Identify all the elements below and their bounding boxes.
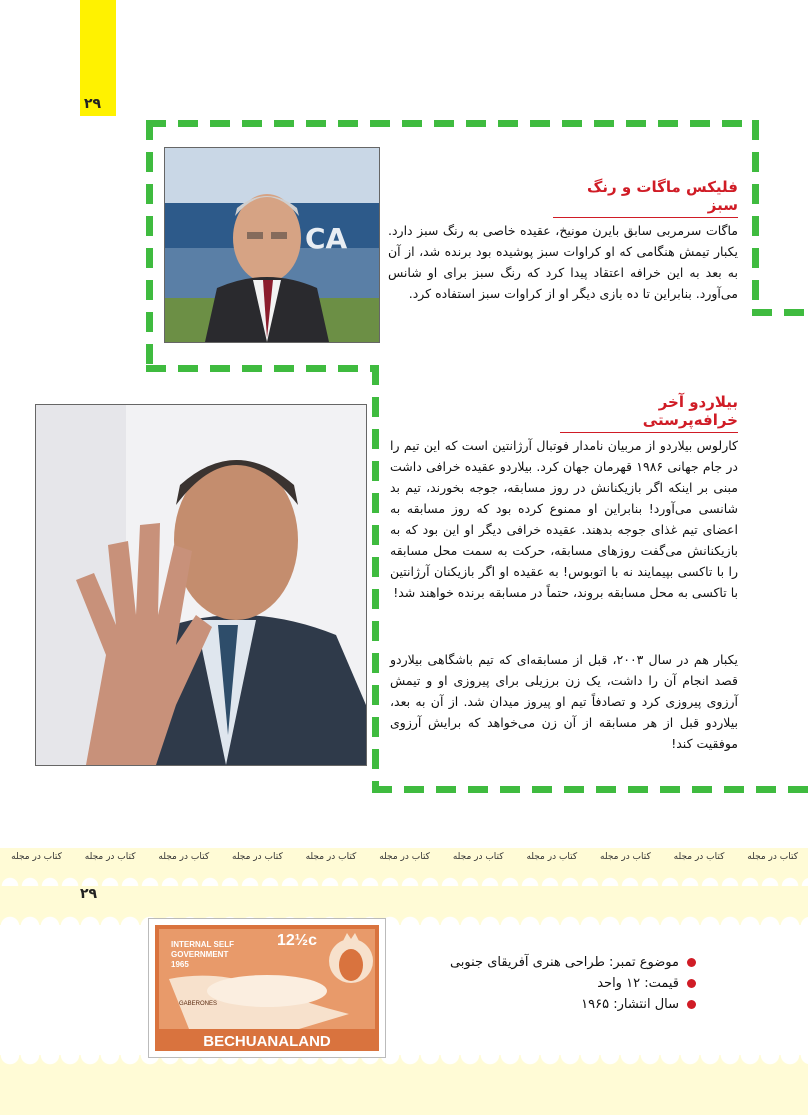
frame2-bottom-border [372,786,808,793]
footer-bottom-wave [0,1055,808,1069]
frame1-bottom-border [146,365,378,372]
footer-ticker [0,852,808,872]
ticker-item: کتاب در مجله [747,852,798,862]
magath-photo [164,147,380,343]
article2-title: بیلاردو آخر خرافه‌پرستی [560,393,738,433]
stamp-place: GABERONES [179,1001,218,1007]
frame1-right-tail [752,309,808,316]
ticker-item: کتاب در مجله [379,852,430,862]
footer-mid-wave [0,912,808,926]
svg-text:1965: 1965 [171,960,189,969]
stamp-info-item: سال انتشار: ۱۹۶۵ [396,994,696,1015]
article2-paragraph2: یکبار هم در سال ۲۰۰۳، قبل از مسابقه‌ای که تیم باشگاهی بیلاردو قصد انجام آن را داشت، یک زن برزیلی برای پیروزی او و تیمش آرزوی پیروزی کرد و تصادفاً تیم او پیروز میدان شد. از آن به بعد، بیلاردو قبل از هر مسابقه از آن زن می‌خواهد که برایش آرزوی موفقیت کند! [390,652,738,751]
stamp-country: BECHUANALAND [203,1033,331,1050]
stamp-value: 12½c [277,932,318,949]
bilardo-photo [35,404,367,766]
bullet-icon [687,979,696,988]
frame1-right-border [752,120,759,315]
article1-text: ماگات سرمربی سابق بایرن مونیخ، عقیده خاصی به رنگ سبز دارد. یکبار تیمش هنگامی که او کراوات سبز پوشیده بود برنده شد، از آن به بعد به این خرافه اعتقاد پیدا کرد که رنگ سبز برای او شانس می‌آورد. بنابراین تا ده بازی دیگر او از کراوات سبز استفاده کرد. [388,223,738,301]
frame1-left-border [146,120,153,370]
ticker-item: کتاب در مجله [673,852,725,862]
stamp-text-internal: INTERNAL SELF [171,940,234,949]
ticker-item: کتاب در مجله [452,852,504,862]
svg-text:CA: CA [305,222,348,255]
footer-top-wave [0,872,808,886]
ticker-item: کتاب در مجله [84,852,136,862]
frame1-top-border [146,120,756,127]
bullet-icon [687,958,696,967]
page-number: ۲۹ [84,96,102,112]
svg-text:GOVERNMENT: GOVERNMENT [171,950,229,959]
stamp-info-list [396,952,696,1015]
article2-paragraph1: کارلوس بیلاردو از مربیان نامدار فوتبال آرژانتین است که این تیم را در جام جهانی ۱۹۸۶ قهرمان جهان کرد. بیلاردو عقیده خرافی داشت مبنی بر اینکه اگر بازیکنانش در روز مسابقه، جوجه بخورند، تیم بد شانسی می‌آورد! بنابراین او ممنوع کرده بود که روز مسابقه به اعضای تیم غذای جوجه بدهند. عقیده خرافی دیگر او این بود که به بازیکنانش می‌گفت روزهای مسابقه، حرکت به سمت محل مسابقه را با تاکسی بپیمایند نه با اتوبوس! به عقیده او اگر بازیکنان آرژانتین با تاکسی به محل مسابقه بروند، حتماً در مسابقه برنده خواهند شد! [390,438,738,600]
ticker-item: کتاب در مجله [11,852,62,862]
stamp-info-item: موضوع تمبر: طراحی هنری آفریقای جنوبی [396,952,696,973]
bullet-icon [687,1000,696,1009]
footer-page-number: ۲۹ [80,886,98,902]
stamp-image [148,918,386,1058]
stamp-info-item: قیمت: ۱۲ واحد [396,973,696,994]
ticker-item: کتاب در مجله [305,852,357,862]
frame2-left-border [372,365,379,793]
article1-title: فلیکس ماگات و رنگ سبز [553,178,738,218]
ticker-item: کتاب در مجله [600,852,651,862]
ticker-item: کتاب در مجله [526,852,578,862]
ticker-item: کتاب در مجله [158,852,210,862]
ticker-item: کتاب در مجله [232,852,283,862]
